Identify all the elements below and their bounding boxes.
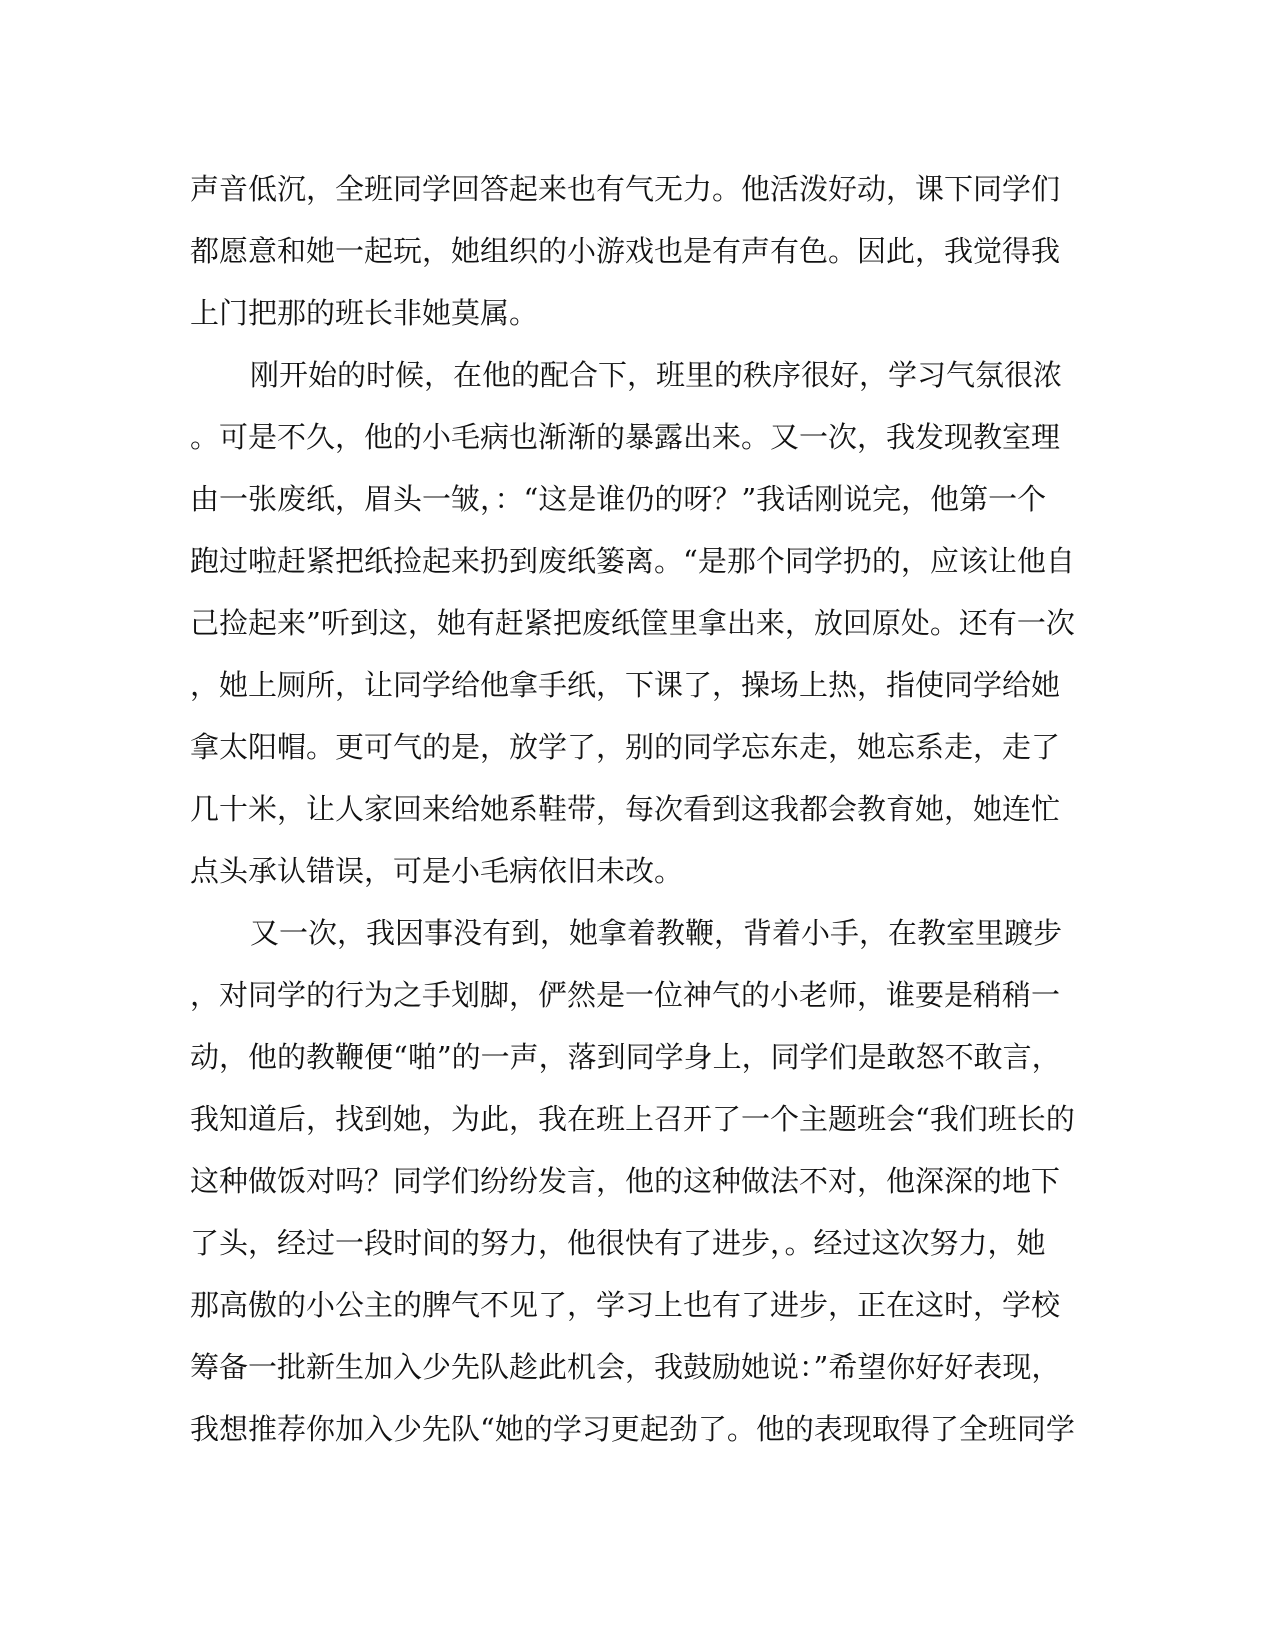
text-line: 拿太阳帽。更可气的是，放学了，别的同学忘东走，她忘系走，走了 [190,730,1061,764]
text-line: 我知道后，找到她，为此，我在班上召开了一个主题班会“我们班长的 [190,1102,1075,1136]
text-line: 声音低沉，全班同学回答起来也有气无力。他活泼好动，课下同学们 [190,172,1061,206]
text-line: 动，他的教鞭便“啪”的一声，落到同学身上，同学们是敢怒不敢言， [190,1040,1061,1074]
body-text [190,158,1075,1460]
text-line: 跑过啦赶紧把纸捡起来扔到废纸篓离。“是那个同学扔的，应该让他自 [190,544,1075,578]
text-line: 。可是不久，他的小毛病也渐渐的暴露出来。又一次，我发现教室理 [190,420,1061,454]
text-line: 己捡起来”听到这，她有赶紧把废纸筐里拿出来，放回原处。还有一次 [190,606,1075,640]
text-line: 筹备一批新生加入少先队趁此机会，我鼓励她说：”希望你好好表现， [190,1350,1061,1384]
text-line: 都愿意和她一起玩，她组织的小游戏也是有声有色。因此，我觉得我 [190,234,1061,268]
paragraph-start-line: 又一次，我因事没有到，她拿着教鞭，背着小手，在教室里踱步 [250,916,1063,950]
text-line: 几十米，让人家回来给她系鞋带，每次看到这我都会教育她，她连忙 [190,792,1061,826]
text-line: 这种做饭对吗？同学们纷纷发言，他的这种做法不对，他深深的地下 [190,1164,1061,1198]
text-line: 那高傲的小公主的脾气不见了，学习上也有了进步，正在这时，学校 [190,1288,1061,1322]
text-line: ，她上厕所，让同学给他拿手纸，下课了，操场上热，指使同学给她 [190,668,1061,702]
text-line: ，对同学的行为之手划脚，俨然是一位神气的小老师，谁要是稍稍一 [190,978,1061,1012]
paragraph-start-line: 刚开始的时候，在他的配合下，班里的秩序很好，学习气氛很浓 [250,358,1063,392]
text-line: 由一张废纸，眉头一皱，：“这是谁仍的呀？”我话刚说完，他第一个 [190,482,1047,516]
text-line: 了头，经过一段时间的努力，他很快有了进步，。经过这次努力，她 [190,1226,1046,1260]
text-line: 上门把那的班长非她莫属。 [190,296,539,330]
text-line: 我想推荐你加入少先队“她的学习更起劲了。他的表现取得了全班同学 [190,1412,1075,1446]
text-line: 点头承认错误，可是小毛病依旧未改。 [190,854,684,888]
